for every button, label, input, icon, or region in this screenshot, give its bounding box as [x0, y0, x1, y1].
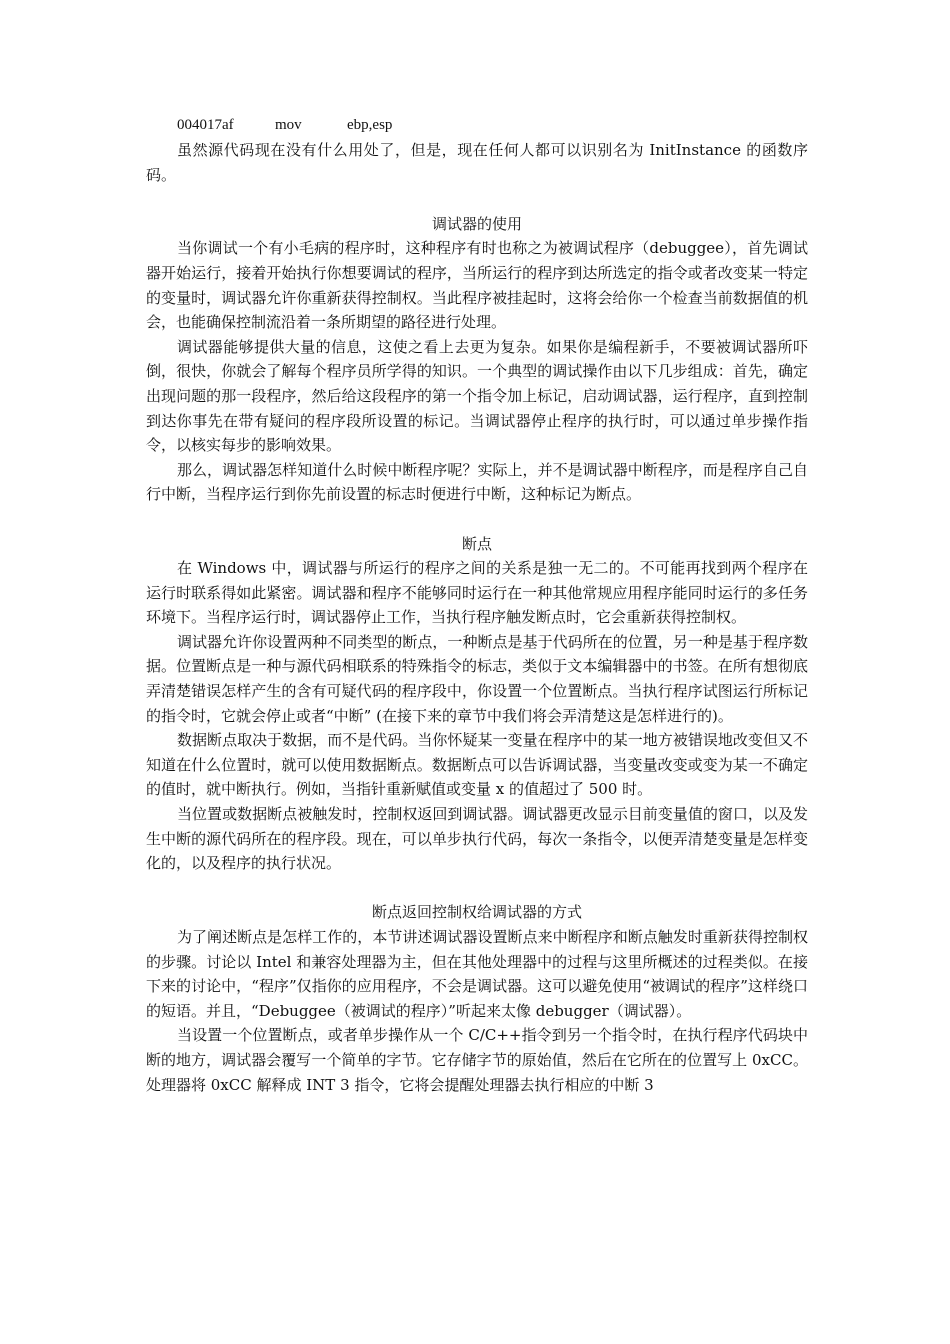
body-paragraph: 在 Windows 中，调试器与所运行的程序之间的关系是独一无二的。不可能再找到两个程序在运行时联系得如此紧密。调试器和程序不能够同时运行在一种其他常规应用程序能同时运行的多任务环境下。当程序运行时，调试器停止工作，当执行程序触发断点时，它会重新获得控制权。 [146, 559, 808, 627]
section-heading: 断点 [461, 534, 492, 553]
assembly-code-line [146, 112, 808, 138]
body-paragraph: 数据断点取决于数据，而不是代码。当你怀疑某一变量在程序中的某一地方被错误地改变但又不知道在什么位置时，就可以使用数据断点。数据断点可以告诉调试器，当变量改变或变为某一不确定的值时，就中断执行。例如，当指针重新赋值或变量 x 的值超过了 500 时。 [146, 731, 808, 799]
section-gap [146, 187, 808, 212]
document-page [146, 112, 808, 1097]
body-paragraph: 那么，调试器怎样知道什么时候中断程序呢？实际上，并不是调试器中断程序，而是程序自己自行中断，当程序运行到你先前设置的标志时便进行中断，这种标记为断点。 [146, 460, 808, 504]
body-paragraph: 当你调试一个有小毛病的程序时，这种程序有时也称之为被调试程序（debuggee），首先调试器开始运行，接着开始执行你想要调试的程序，当所运行的程序到达所选定的指令或者改变某一特定的变量时，调试器允许你重新获得控制权。当此程序被挂起时，这将会给你一个检查当前数据值的机会，也能确保控制流沿着一条所期望的路径进行处理。 [146, 239, 808, 332]
body-paragraph: 为了阐述断点是怎样工作的，本节讲述调试器设置断点来中断程序和断点触发时重新获得控制权的步骤。讨论以 Intel 和兼容处理器为主，但在其他处理器中的过程与这里所概述的过程类似。在接下来的讨论中，“程序”仅指你的应用程序，不会是调试器。这可以避免使用“被调试的程序”这样绕口的短语。并且，“Debuggee（被调试的程序）”听起来太像 debugger（调试器）。 [146, 928, 808, 1020]
code-operands: ebp,esp [347, 117, 393, 133]
code-opcode: mov [275, 117, 302, 133]
section-heading: 调试器的使用 [431, 214, 522, 233]
section-gap [146, 876, 808, 901]
section-heading: 断点返回控制权给调试器的方式 [371, 903, 582, 922]
intro-paragraph: 虽然源代码现在没有什么用处了，但是，现在任何人都可以识别名为 InitInstance 的函数序码。 [146, 141, 808, 184]
section-gap [146, 507, 808, 532]
body-paragraph: 调试器允许你设置两种不同类型的断点，一种断点是基于代码所在的位置，另一种是基于程序数据。位置断点是一种与源代码相联系的特殊指令的标志，类似于文本编辑器中的书签。在所有想彻底弄清楚错误怎样产生的含有可疑代码的程序段中，你设置一个位置断点。当执行程序试图运行所标记的指令时，它就会停止或者“中断” (在接下来的章节中我们将会弄清楚这是怎样进行的)。 [146, 632, 808, 725]
body-paragraph: 当设置一个位置断点，或者单步操作从一个 C/C++指令到另一个指令时，在执行程序代码块中断的地方，调试器会覆写一个简单的字节。它存储字节的原始值，然后在它所在的位置写上 0xCC。处理器将 0xCC 解释成 INT 3 指令，它将会提醒处理器去执行相应的中断 3 [146, 1026, 808, 1094]
body-paragraph: 当位置或数据断点被触发时，控制权返回到调试器。调试器更改显示目前变量值的窗口，以及发生中断的源代码所在的程序段。现在，可以单步执行代码，每次一条指令，以便弄清楚变量是怎样变化的，以及程序的执行状况。 [146, 805, 808, 873]
body-paragraph: 调试器能够提供大量的信息，这使之看上去更为复杂。如果你是编程新手，不要被调试器所吓倒，很快，你就会了解每个程序员所学得的知识。一个典型的调试操作由以下几步组成：首先，确定出现问题的那一段程序，然后给这段程序的第一个指令加上标记，启动调试器，运行程序，直到控制到达你事先在带有疑问的程序段所设置的标记。当调试器停止程序的执行时，可以通过单步操作指令，以核实每步的影响效果。 [146, 337, 808, 455]
code-address: 004017af [177, 117, 234, 133]
